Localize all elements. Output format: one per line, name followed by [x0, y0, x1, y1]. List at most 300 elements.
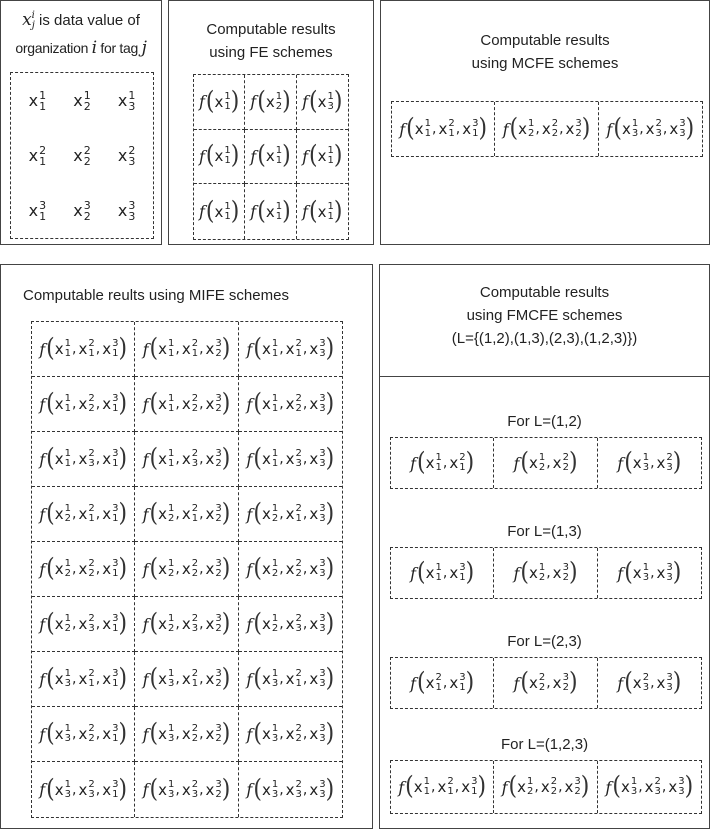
superscript-org: 3	[678, 776, 685, 787]
function-expression	[410, 448, 475, 477]
superscript-org: 3	[574, 776, 581, 787]
function-symbol: f	[250, 202, 257, 222]
variable	[529, 673, 545, 693]
variable-symbol: x	[158, 340, 167, 358]
variable	[286, 559, 302, 579]
variable	[286, 504, 302, 524]
subscript-tag: 2	[215, 403, 222, 414]
superscript-org: 1	[167, 448, 175, 459]
function-symbol: f	[302, 146, 309, 166]
result-cell	[494, 548, 597, 598]
comma: ,	[95, 561, 101, 577]
variable-symbol: x	[73, 91, 83, 110]
subscript-tag: 3	[666, 682, 673, 693]
index-stack	[436, 453, 442, 473]
index-stack	[88, 394, 94, 414]
paren-close: )	[118, 609, 128, 638]
variable	[286, 449, 302, 469]
paren-open: (	[405, 772, 414, 801]
result-cell	[494, 658, 597, 708]
variable-symbol: x	[181, 670, 191, 688]
subscript-tag: 1	[88, 678, 95, 689]
subscript-tag: 1	[459, 572, 466, 583]
superscript-org: 3	[112, 503, 119, 514]
index-stack	[448, 119, 454, 139]
variable	[78, 724, 94, 744]
index-stack	[168, 504, 174, 524]
variable	[657, 563, 673, 583]
superscript-org: 3	[666, 672, 673, 683]
function-symbol: f	[410, 673, 417, 693]
function-symbol: f	[39, 724, 46, 744]
subscript-tag: 3	[327, 100, 334, 112]
paren-open: (	[613, 114, 622, 143]
variable	[102, 559, 118, 579]
superscript-org: 3	[215, 723, 222, 734]
superscript-org: 1	[642, 562, 650, 573]
variable-symbol: x	[285, 725, 295, 743]
index-stack	[192, 504, 198, 524]
superscript-org: 2	[655, 118, 662, 129]
subscript-tag: 2	[551, 128, 559, 139]
subscript-tag: 3	[655, 128, 662, 139]
paren-open: (	[149, 719, 159, 748]
function-expression	[142, 554, 231, 583]
subscript-tag: 3	[319, 568, 326, 579]
variable	[633, 563, 649, 583]
index-stack	[88, 669, 94, 689]
paren-open: (	[149, 774, 159, 804]
index-stack	[168, 780, 174, 800]
paren-close: )	[118, 334, 128, 363]
result-cell	[194, 75, 245, 130]
comma: ,	[95, 781, 101, 798]
variable	[286, 724, 302, 744]
subscript-tag: 3	[128, 99, 136, 113]
subscript-tag: 1	[459, 682, 466, 693]
comma: ,	[95, 671, 101, 687]
index-stack	[272, 724, 278, 744]
paren-open: (	[149, 664, 159, 693]
variable-symbol: x	[102, 395, 112, 413]
variable-symbol: x	[632, 454, 642, 472]
superscript-org: 2	[295, 393, 302, 404]
subscript-tag: 3	[319, 733, 326, 744]
variable	[78, 780, 94, 800]
result-cell	[135, 762, 238, 817]
variable-symbol: x	[449, 674, 459, 692]
variable-symbol: x	[656, 674, 666, 692]
variable	[309, 669, 325, 689]
subscript-tag: 3	[191, 623, 199, 634]
subscript-tag: 2	[215, 733, 222, 744]
superscript-org: 2	[191, 393, 199, 404]
superscript-org: 2	[295, 778, 302, 790]
superscript-org: 3	[112, 338, 119, 349]
function-expression	[39, 719, 128, 748]
comma: ,	[546, 565, 551, 581]
subscript-tag: 3	[88, 788, 95, 800]
variable	[415, 119, 431, 139]
superscript-org: 2	[128, 143, 136, 157]
superscript-org: 2	[295, 613, 302, 624]
paren-open: (	[253, 609, 262, 638]
index-stack	[436, 563, 442, 583]
superscript-org: 1	[275, 145, 283, 157]
superscript-org: 1	[167, 393, 175, 404]
comma: ,	[199, 506, 204, 522]
comma: ,	[279, 671, 284, 687]
superscript-org: 3	[319, 723, 326, 734]
result-cell	[297, 75, 348, 130]
comma: ,	[95, 726, 101, 742]
comma: ,	[95, 451, 101, 467]
variable	[262, 669, 278, 689]
comma: ,	[72, 341, 77, 357]
index-stack	[88, 724, 94, 744]
superscript-org: 3	[112, 448, 119, 459]
var-j: j	[141, 38, 147, 58]
index-stack	[296, 449, 302, 469]
function-symbol: f	[198, 202, 205, 222]
superscript-org: 1	[271, 338, 279, 349]
result-cell	[239, 707, 342, 762]
comma: ,	[535, 121, 540, 137]
variable	[318, 146, 334, 166]
variable	[529, 563, 545, 583]
group-label-2-3: For L=(2,3)	[507, 633, 582, 650]
variable	[182, 724, 198, 744]
function-symbol: f	[410, 453, 417, 473]
index-stack	[296, 669, 302, 689]
matrix-entry	[104, 183, 149, 238]
variable	[309, 449, 325, 469]
comma: ,	[72, 506, 77, 522]
comma: ,	[302, 341, 308, 357]
paren-open: (	[149, 609, 159, 638]
result-cell	[391, 548, 494, 598]
index-stack	[168, 724, 174, 744]
superscript-org: 3	[319, 338, 326, 349]
variable	[78, 559, 94, 579]
index-stack	[192, 339, 198, 359]
function-expression	[246, 664, 335, 693]
superscript-org: 2	[435, 672, 442, 683]
mcfe-results-grid	[391, 101, 703, 157]
index-stack	[192, 614, 198, 634]
variable-symbol: x	[205, 725, 215, 743]
variable	[669, 119, 685, 139]
result-cell	[598, 438, 701, 488]
paren-close: )	[325, 609, 335, 638]
paren-open: (	[46, 334, 55, 363]
variable-symbol: x	[656, 564, 666, 582]
variable	[449, 673, 465, 693]
variable-symbol: x	[438, 120, 448, 138]
subscript-tag: 3	[666, 572, 673, 583]
variable	[621, 777, 637, 797]
comma: ,	[199, 726, 204, 742]
variable	[158, 394, 174, 414]
comma: ,	[279, 341, 284, 357]
variable	[78, 614, 94, 634]
variable-symbol: x	[461, 778, 471, 796]
paren-open: (	[205, 196, 215, 226]
paren-close: )	[282, 141, 291, 171]
variable	[286, 394, 302, 414]
superscript-org: 2	[562, 452, 569, 463]
variable-symbol: x	[309, 505, 319, 523]
function-expression	[501, 772, 590, 801]
subscript-tag: 3	[319, 348, 326, 359]
variable	[206, 559, 222, 579]
paren-close: )	[477, 772, 487, 801]
variable-symbol: x	[78, 340, 88, 358]
subscript-tag: 3	[271, 678, 279, 689]
variable	[309, 614, 325, 634]
comma: ,	[175, 616, 180, 632]
paren-close: )	[465, 558, 475, 587]
variable-symbol: x	[54, 395, 64, 413]
superscript-org: 2	[191, 503, 199, 514]
subscript-tag: 1	[191, 513, 199, 524]
variable-symbol: x	[181, 780, 191, 799]
result-cell	[135, 707, 238, 762]
subscript-tag: 1	[472, 128, 479, 139]
paren-close: )	[568, 668, 578, 697]
variable-symbol: x	[78, 505, 88, 523]
function-expression	[39, 609, 128, 638]
superscript-org: 1	[327, 145, 334, 157]
subscript-tag: 1	[112, 348, 119, 359]
superscript-org: 3	[215, 558, 222, 569]
function-expression	[398, 772, 487, 801]
subscript-tag: 1	[275, 155, 283, 167]
superscript-org: 3	[83, 198, 91, 212]
variable-symbol: x	[158, 395, 167, 413]
comma: ,	[546, 675, 551, 691]
variable-symbol: x	[309, 395, 319, 413]
paren-open: (	[520, 558, 529, 587]
fe-title-line-1: Computable results	[206, 21, 336, 38]
subscript-tag: 3	[642, 462, 650, 473]
sub-j: j	[31, 20, 35, 32]
comma: ,	[199, 396, 204, 412]
matrix-entry	[60, 73, 105, 128]
superscript-org: 2	[88, 723, 95, 734]
subscript-tag: 1	[224, 155, 231, 167]
subscript-tag: 2	[215, 678, 222, 689]
variable	[566, 119, 582, 139]
superscript-org: 1	[527, 118, 535, 129]
variable	[158, 780, 174, 800]
function-expression	[513, 668, 578, 697]
comma: ,	[442, 565, 448, 581]
variable	[102, 339, 118, 359]
variable-symbol: x	[102, 615, 112, 633]
sup-i: i	[31, 10, 35, 22]
variable-symbol: x	[54, 615, 64, 633]
paren-open: (	[624, 558, 633, 587]
variable	[102, 669, 118, 689]
fe-title-line-2: using FE schemes	[209, 44, 333, 61]
variable-symbol: x	[632, 564, 642, 582]
definition-line-1	[1, 9, 161, 32]
variable-symbol: x	[78, 780, 88, 799]
variable	[214, 146, 230, 166]
variable-symbol: x	[205, 780, 215, 799]
variable-symbol: x	[102, 780, 112, 799]
function-symbol: f	[142, 504, 149, 524]
comma: ,	[650, 565, 655, 581]
paren-close: )	[221, 609, 231, 638]
index-stack	[539, 563, 545, 583]
variable-symbol: x	[645, 120, 655, 138]
function-expression	[250, 141, 291, 171]
subscript-tag: 2	[562, 462, 569, 473]
data-definition-panel	[0, 0, 162, 245]
function-symbol: f	[410, 563, 417, 583]
result-cell	[239, 432, 342, 487]
mife-results-grid	[31, 321, 343, 818]
fe-results-grid	[193, 74, 349, 240]
variable-symbol: x	[54, 505, 64, 523]
variable	[214, 202, 230, 222]
result-cell	[392, 102, 495, 156]
variable-symbol: x	[28, 91, 39, 110]
function-symbol: f	[39, 339, 46, 359]
index-stack	[296, 724, 302, 744]
paren-close: )	[465, 668, 475, 697]
index-stack	[88, 780, 94, 800]
paren-close: )	[684, 772, 694, 801]
result-cell	[245, 130, 296, 185]
result-cell	[297, 130, 348, 185]
superscript-org: 1	[39, 88, 47, 102]
variable	[73, 145, 90, 167]
subscript-tag: 2	[562, 572, 569, 583]
index-stack	[65, 614, 71, 634]
variable	[73, 90, 90, 112]
subscript-tag: 2	[275, 100, 283, 112]
index-stack	[296, 559, 302, 579]
index-stack	[528, 119, 534, 139]
result-cell	[239, 597, 342, 652]
function-symbol: f	[198, 92, 205, 112]
variable-symbol: x	[552, 564, 562, 582]
matrix-entry	[104, 128, 149, 183]
superscript-org: 2	[551, 118, 559, 129]
comma: ,	[175, 726, 180, 742]
result-cell	[135, 322, 238, 377]
paren-open: (	[205, 141, 215, 171]
superscript-org: 3	[112, 668, 119, 679]
result-cell	[391, 761, 494, 813]
superscript-org: 3	[112, 723, 119, 734]
superscript-org: 1	[275, 200, 283, 212]
paren-open: (	[417, 558, 426, 587]
variable-symbol: x	[78, 670, 88, 688]
paren-open: (	[46, 719, 55, 748]
index-stack	[272, 394, 278, 414]
variable-symbol: x	[621, 120, 631, 138]
index-stack	[65, 724, 71, 744]
variable	[73, 200, 90, 222]
superscript-org: 2	[295, 338, 302, 349]
variable-symbol: x	[181, 340, 191, 358]
function-expression	[39, 444, 128, 473]
subscript-tag: 1	[167, 403, 175, 414]
variable	[309, 559, 325, 579]
subscript-tag: 3	[319, 678, 326, 689]
variable	[262, 394, 278, 414]
subscript-tag: 1	[435, 572, 442, 583]
index-stack	[88, 339, 94, 359]
superscript-org: 2	[295, 503, 302, 514]
comma: ,	[279, 561, 284, 577]
subscript-tag: 2	[562, 682, 569, 693]
variable	[633, 673, 649, 693]
variable	[309, 724, 325, 744]
variable	[182, 449, 198, 469]
paren-open: (	[46, 499, 55, 528]
index-stack	[272, 449, 278, 469]
variable	[266, 146, 282, 166]
function-symbol: f	[246, 559, 253, 579]
comma: ,	[302, 561, 308, 577]
variable-symbol: x	[102, 560, 112, 578]
definition-line-2	[1, 37, 161, 59]
superscript-org: 1	[271, 613, 279, 624]
index-stack	[656, 119, 662, 139]
superscript-org: 1	[64, 613, 72, 624]
variable	[206, 394, 222, 414]
mife-results-panel	[0, 264, 373, 829]
paren-open: (	[253, 499, 262, 528]
variable-symbol: x	[552, 454, 562, 472]
function-symbol: f	[142, 559, 149, 579]
subscript-tag: 2	[215, 623, 222, 634]
function-expression	[302, 141, 343, 171]
variable-symbol: x	[28, 146, 39, 165]
paren-open: (	[149, 334, 159, 363]
index-stack	[65, 780, 71, 800]
function-expression	[246, 389, 335, 418]
variable-symbol: x	[541, 120, 551, 138]
variable-symbol: x	[285, 395, 295, 413]
variable-symbol: x	[117, 146, 128, 165]
result-cell	[135, 432, 238, 487]
paren-close: )	[325, 334, 335, 363]
paren-close: )	[118, 444, 128, 473]
superscript-org: 2	[666, 452, 673, 463]
variable-symbol: x	[317, 147, 327, 166]
function-expression	[617, 558, 682, 587]
subscript-tag: 3	[64, 678, 72, 689]
superscript-org: 2	[191, 338, 199, 349]
superscript-org: 2	[447, 776, 454, 787]
superscript-org: 2	[88, 558, 95, 569]
paren-close: )	[581, 114, 591, 143]
subscript-tag: 1	[471, 786, 478, 797]
subscript-tag: 1	[447, 786, 454, 797]
paren-close: )	[118, 664, 128, 693]
paren-open: (	[46, 389, 55, 418]
var-i: i	[91, 38, 97, 58]
superscript-org: 3	[319, 503, 326, 514]
function-symbol: f	[142, 449, 149, 469]
variable-symbol: x	[265, 202, 275, 221]
